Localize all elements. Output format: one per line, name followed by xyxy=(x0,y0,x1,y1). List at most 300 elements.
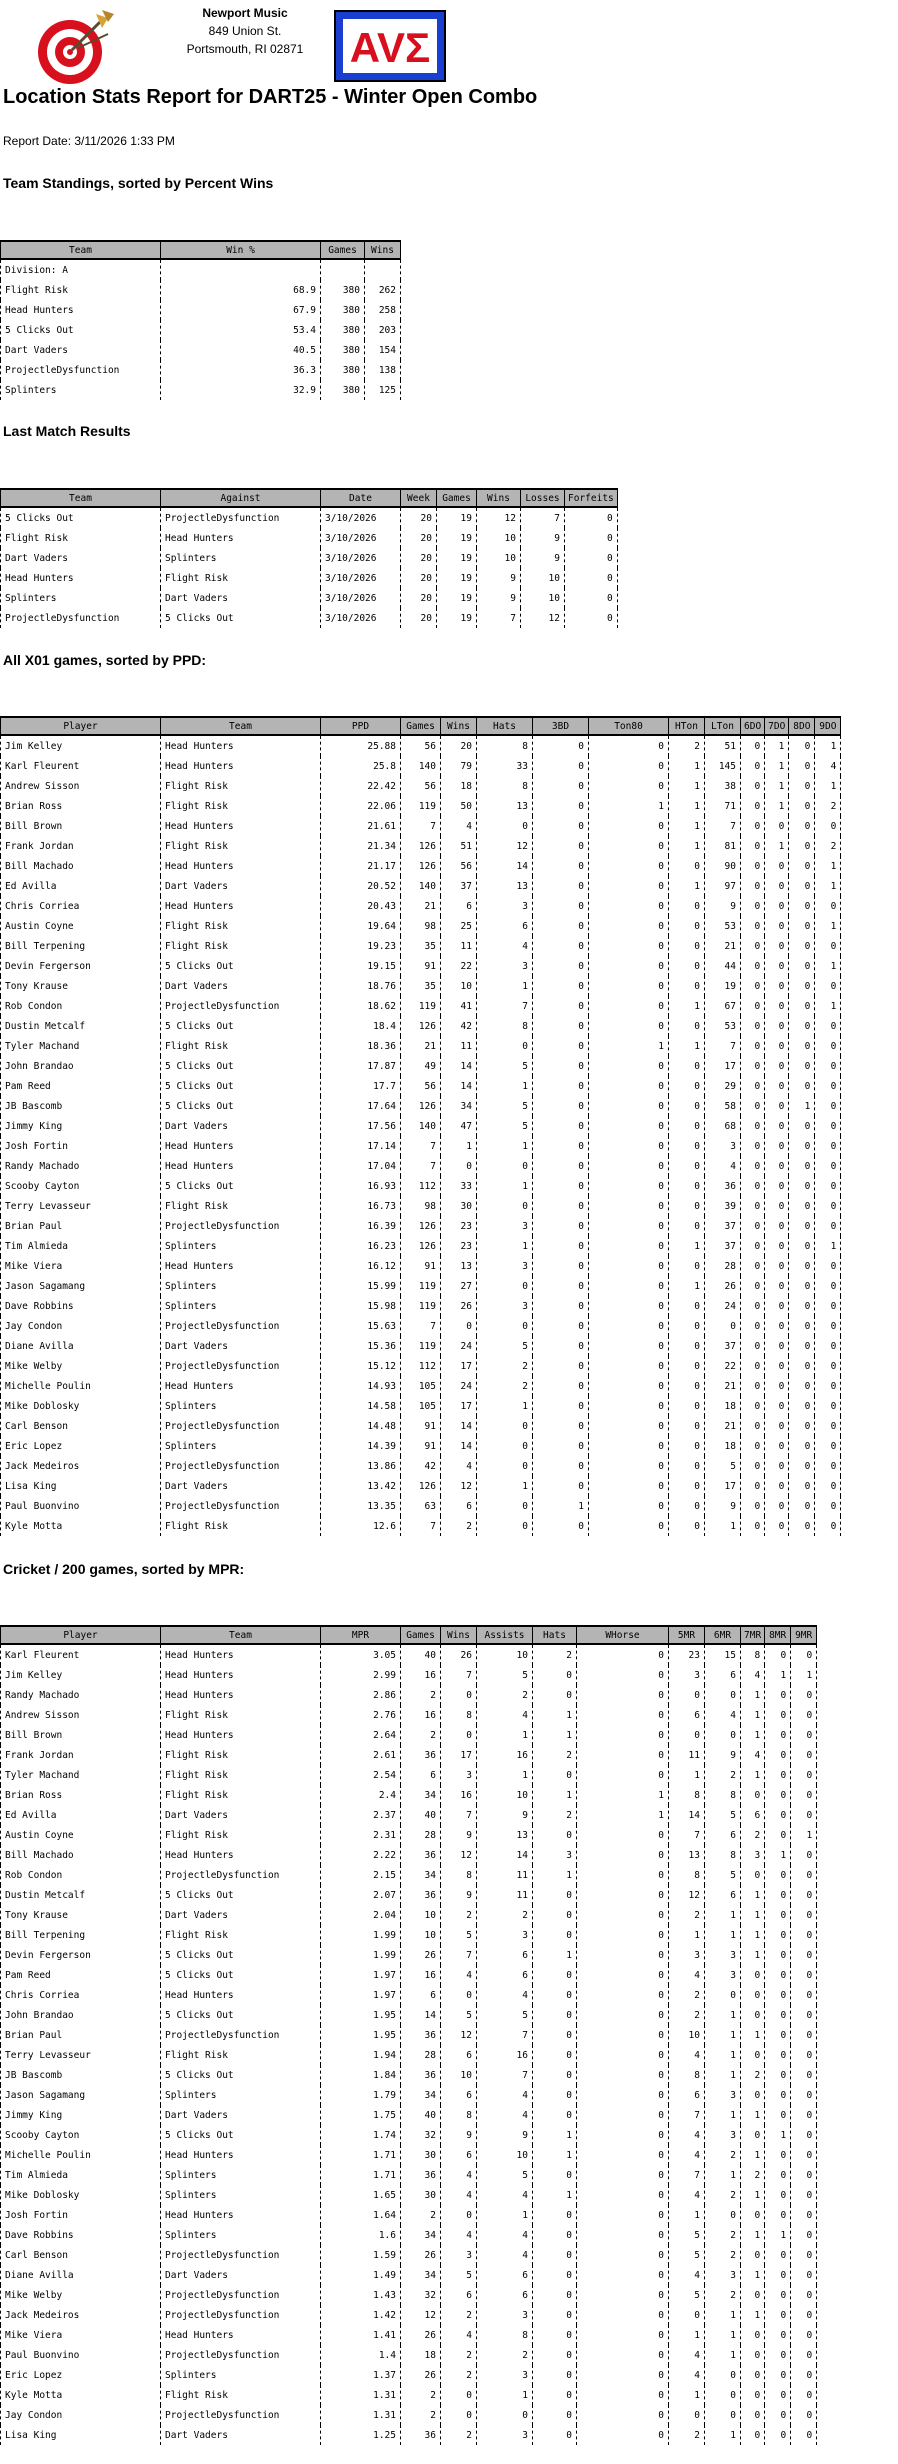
cell-ppd: 18.4 xyxy=(321,1016,401,1036)
cell-team: Head Hunters xyxy=(161,2205,321,2225)
column-header-against: Against xyxy=(161,489,321,507)
cell-wins: 26 xyxy=(441,1296,477,1316)
cell-6mr: 2 xyxy=(705,2245,741,2265)
cell-3bd: 0 xyxy=(533,1156,589,1176)
cell-3bd: 0 xyxy=(533,1056,589,1076)
cell-3bd: 0 xyxy=(533,1356,589,1376)
cell-3bd: 0 xyxy=(533,1316,589,1336)
cell-8do: 0 xyxy=(789,1136,815,1156)
table-row xyxy=(1,2365,817,2385)
cell-wins: 14 xyxy=(441,1056,477,1076)
cell-wins: 23 xyxy=(441,1236,477,1256)
division-blank-cell xyxy=(365,259,401,280)
column-header-win: Win % xyxy=(161,241,321,259)
cell-ton80: 0 xyxy=(589,916,669,936)
cell-9mr: 0 xyxy=(791,2105,817,2125)
cell-player: Jay Condon xyxy=(1,1316,161,1336)
cell-whorse: 0 xyxy=(577,2265,669,2285)
cell-hton: 0 xyxy=(669,1396,705,1416)
cell-9mr: 0 xyxy=(791,2085,817,2105)
cell-mpr: 1.31 xyxy=(321,2385,401,2405)
cell-forfeits: 0 xyxy=(565,507,618,528)
cell-whorse: 0 xyxy=(577,2365,669,2385)
cell-5mr: 1 xyxy=(669,2325,705,2345)
cell-6mr: 2 xyxy=(705,2225,741,2245)
cell-3bd: 0 xyxy=(533,1236,589,1256)
table-row xyxy=(1,1056,841,1076)
cell-player: Bill Terpening xyxy=(1,1925,161,1945)
table-row xyxy=(1,1765,817,1785)
cell-5mr: 2 xyxy=(669,2005,705,2025)
cell-6do: 0 xyxy=(741,1156,765,1176)
cell-whorse: 0 xyxy=(577,2325,669,2345)
cell-9mr: 0 xyxy=(791,2285,817,2305)
cell-player: Frank Jordan xyxy=(1,1745,161,1765)
cell-8do: 0 xyxy=(789,1296,815,1316)
column-header-wins: Wins xyxy=(441,717,477,735)
cell-lton: 5 xyxy=(705,1456,741,1476)
cell-team: Splinters xyxy=(161,1436,321,1456)
cell-9do: 0 xyxy=(815,1496,841,1516)
table-row xyxy=(1,796,841,816)
table-row xyxy=(1,2105,817,2125)
cell-lton: 37 xyxy=(705,1216,741,1236)
cell-games: 28 xyxy=(401,2045,441,2065)
cell-ppd: 13.86 xyxy=(321,1456,401,1476)
cell-3bd: 0 xyxy=(533,1296,589,1316)
cell-team: 5 Clicks Out xyxy=(161,2065,321,2085)
table-row xyxy=(1,1416,841,1436)
cell-player: Mike Viera xyxy=(1,2325,161,2345)
column-header-player: Player xyxy=(1,717,161,735)
cell-player: Andrew Sisson xyxy=(1,1705,161,1725)
division-blank-cell xyxy=(321,259,365,280)
cell-3bd: 0 xyxy=(533,836,589,856)
cell-date: 3/10/2026 xyxy=(321,568,401,588)
cell-3bd: 0 xyxy=(533,1016,589,1036)
cell-ppd: 14.58 xyxy=(321,1396,401,1416)
column-header-lton: LTon xyxy=(705,717,741,735)
cell-9do: 0 xyxy=(815,1016,841,1036)
cell-player: Paul Buonvino xyxy=(1,1496,161,1516)
cell-team: ProjectleDysfunction xyxy=(161,2025,321,2045)
cell-ppd: 16.12 xyxy=(321,1256,401,1276)
cell-player: Josh Fortin xyxy=(1,2205,161,2225)
cell-9do: 0 xyxy=(815,1096,841,1116)
cell-games: 34 xyxy=(401,2265,441,2285)
cell-mpr: 1.97 xyxy=(321,1965,401,1985)
cell-player: Tony Krause xyxy=(1,1905,161,1925)
cell-games: 26 xyxy=(401,2245,441,2265)
cell-games: 10 xyxy=(401,1925,441,1945)
cell-7mr: 1 xyxy=(741,1685,765,1705)
cell-5mr: 4 xyxy=(669,2045,705,2065)
cell-player: John Brandao xyxy=(1,2005,161,2025)
cell-7mr: 1 xyxy=(741,2185,765,2205)
cell-games: 2 xyxy=(401,2205,441,2225)
cell-8mr: 0 xyxy=(765,1805,791,1825)
cell-6do: 0 xyxy=(741,956,765,976)
cell-team: Splinters xyxy=(161,2165,321,2185)
table-row xyxy=(1,1176,841,1196)
cell-mpr: 2.61 xyxy=(321,1745,401,1765)
cell-3bd: 0 xyxy=(533,756,589,776)
cell-ppd: 14.93 xyxy=(321,1376,401,1396)
cell-player: Diane Avilla xyxy=(1,1336,161,1356)
cell-mpr: 2.04 xyxy=(321,1905,401,1925)
cell-mpr: 1.94 xyxy=(321,2045,401,2065)
cell-ton80: 0 xyxy=(589,756,669,776)
table-row xyxy=(1,1665,817,1685)
table-row xyxy=(1,1785,817,1805)
cell-3bd: 0 xyxy=(533,1076,589,1096)
cell-wins: 9 xyxy=(441,1885,477,1905)
venue-address-line1: 849 Union St. xyxy=(208,24,282,38)
cell-3bd: 0 xyxy=(533,776,589,796)
cell-hats: 1 xyxy=(533,1705,577,1725)
cell-9mr: 0 xyxy=(791,1644,817,1665)
cell-5mr: 11 xyxy=(669,1745,705,1765)
cell-assists: 5 xyxy=(477,1665,533,1685)
cell-8do: 0 xyxy=(789,1456,815,1476)
cell-9do: 0 xyxy=(815,1316,841,1336)
cell-3bd: 0 xyxy=(533,1476,589,1496)
cell-mpr: 1.65 xyxy=(321,2185,401,2205)
cell-hton: 0 xyxy=(669,1436,705,1456)
cell-player: Karl Fleurent xyxy=(1,1644,161,1665)
cell-5mr: 1 xyxy=(669,2205,705,2225)
cell-6mr: 8 xyxy=(705,1845,741,1865)
table-row xyxy=(1,2385,817,2405)
cell-lton: 68 xyxy=(705,1116,741,1136)
cell-hats: 3 xyxy=(533,1845,577,1865)
cell-wins: 6 xyxy=(441,896,477,916)
cell-ton80: 0 xyxy=(589,1376,669,1396)
cell-team: Head Hunters xyxy=(161,1256,321,1276)
table-row xyxy=(1,1396,841,1416)
cell-6do: 0 xyxy=(741,1456,765,1476)
cell-wins: 10 xyxy=(441,2065,477,2085)
cell-player: Brian Paul xyxy=(1,1216,161,1236)
cell-9mr: 0 xyxy=(791,1785,817,1805)
cell-games: 6 xyxy=(401,1985,441,2005)
cell-3bd: 0 xyxy=(533,1116,589,1136)
table-row xyxy=(1,996,841,1016)
cell-ppd: 12.6 xyxy=(321,1516,401,1536)
cell-player: Dave Robbins xyxy=(1,2225,161,2245)
table-row xyxy=(1,2285,817,2305)
cell-ppd: 16.73 xyxy=(321,1196,401,1216)
cell-wins: 20 xyxy=(441,735,477,756)
cell-games: 7 xyxy=(401,1316,441,1336)
cell-date: 3/10/2026 xyxy=(321,528,401,548)
cell-7mr: 2 xyxy=(741,2165,765,2185)
cell-ton80: 0 xyxy=(589,1096,669,1116)
cell-6do: 0 xyxy=(741,836,765,856)
cell-team: Head Hunters xyxy=(161,1845,321,1865)
cell-9mr: 0 xyxy=(791,2305,817,2325)
cell-whorse: 0 xyxy=(577,2165,669,2185)
table-row xyxy=(1,2085,817,2105)
cell-9do: 0 xyxy=(815,1156,841,1176)
table-row xyxy=(1,936,841,956)
cell-8do: 0 xyxy=(789,1076,815,1096)
cell-3bd: 0 xyxy=(533,1276,589,1296)
table-row xyxy=(1,1356,841,1376)
cell-games: 91 xyxy=(401,1436,441,1456)
venue-info xyxy=(150,4,340,58)
cell-player: Karl Fleurent xyxy=(1,756,161,776)
cell-hats: 0 xyxy=(477,1196,533,1216)
cell-hats: 5 xyxy=(477,1056,533,1076)
cell-9mr: 1 xyxy=(791,1825,817,1845)
cell-player: Randy Machado xyxy=(1,1685,161,1705)
cell-losses: 10 xyxy=(521,568,565,588)
cell-mpr: 2.22 xyxy=(321,1845,401,1865)
cell-wins: 6 xyxy=(441,2045,477,2065)
cell-hats: 0 xyxy=(477,1456,533,1476)
cell-mpr: 1.25 xyxy=(321,2425,401,2445)
cell-9mr: 0 xyxy=(791,2405,817,2425)
cell-wins: 0 xyxy=(441,1156,477,1176)
cell-ppd: 19.15 xyxy=(321,956,401,976)
cell-3bd: 0 xyxy=(533,1136,589,1156)
cell-whorse: 0 xyxy=(577,2025,669,2045)
cell-hats: 0 xyxy=(533,2205,577,2225)
cell-ton80: 0 xyxy=(589,816,669,836)
cell-6do: 0 xyxy=(741,936,765,956)
cell-7do: 0 xyxy=(765,896,789,916)
cell-games: 32 xyxy=(401,2125,441,2145)
cell-7do: 0 xyxy=(765,1216,789,1236)
cell-team: ProjectleDysfunction xyxy=(1,360,161,380)
cell-5mr: 5 xyxy=(669,2245,705,2265)
cell-team: Head Hunters xyxy=(161,1644,321,1665)
cell-wins: 7 xyxy=(441,1945,477,1965)
cell-team: Splinters xyxy=(161,1296,321,1316)
cell-5mr: 7 xyxy=(669,2165,705,2185)
cell-mpr: 1.6 xyxy=(321,2225,401,2245)
cell-games: 119 xyxy=(401,1296,441,1316)
cell-team: Head Hunters xyxy=(161,1725,321,1745)
cell-9do: 0 xyxy=(815,936,841,956)
cell-3bd: 0 xyxy=(533,796,589,816)
cell-hats: 5 xyxy=(477,1336,533,1356)
cell-assists: 1 xyxy=(477,2205,533,2225)
cell-team: Splinters xyxy=(161,1276,321,1296)
cell-team: 5 Clicks Out xyxy=(161,1945,321,1965)
cell-3bd: 0 xyxy=(533,816,589,836)
table-row xyxy=(1,2205,817,2225)
cell-games: 26 xyxy=(401,2325,441,2345)
cell-player: Mike Doblosky xyxy=(1,1396,161,1416)
cell-hton: 0 xyxy=(669,1196,705,1216)
cell-ton80: 0 xyxy=(589,1076,669,1096)
cell-player: Jim Kelley xyxy=(1,1665,161,1685)
cell-7do: 0 xyxy=(765,1296,789,1316)
cell-lton: 22 xyxy=(705,1356,741,1376)
cell-games: 56 xyxy=(401,776,441,796)
cell-wins: 6 xyxy=(441,2085,477,2105)
cell-ton80: 0 xyxy=(589,876,669,896)
last-match-heading: Last Match Results xyxy=(3,423,131,439)
cell-hats: 1 xyxy=(477,976,533,996)
cell-player: Chris Corriea xyxy=(1,1985,161,2005)
cell-wins: 258 xyxy=(365,300,401,320)
cell-wins: 2 xyxy=(441,2305,477,2325)
cell-6mr: 3 xyxy=(705,2085,741,2105)
cell-7mr: 0 xyxy=(741,2045,765,2065)
cell-hats: 0 xyxy=(533,2225,577,2245)
cell-games: 21 xyxy=(401,896,441,916)
column-header-hats: Hats xyxy=(533,1626,577,1644)
cell-6do: 0 xyxy=(741,1296,765,1316)
cell-games: 380 xyxy=(321,380,365,400)
cell-5mr: 5 xyxy=(669,2225,705,2245)
cell-hton: 1 xyxy=(669,776,705,796)
cell-wins: 0 xyxy=(441,2385,477,2405)
cell-wins: 0 xyxy=(441,1685,477,1705)
cell-6do: 0 xyxy=(741,1276,765,1296)
cell-6mr: 1 xyxy=(705,2305,741,2325)
cell-8do: 0 xyxy=(789,916,815,936)
cell-wins: 2 xyxy=(441,1905,477,1925)
cell-wins: 4 xyxy=(441,816,477,836)
column-header-8do: 8DO xyxy=(789,717,815,735)
cell-hton: 1 xyxy=(669,796,705,816)
cell-6mr: 3 xyxy=(705,2125,741,2145)
cell-wins: 0 xyxy=(441,1725,477,1745)
cell-8do: 0 xyxy=(789,816,815,836)
cell-assists: 3 xyxy=(477,1925,533,1945)
cell-hton: 0 xyxy=(669,1416,705,1436)
cell-team: Head Hunters xyxy=(161,1156,321,1176)
cell-mpr: 1.59 xyxy=(321,2245,401,2265)
cell-player: Bill Machado xyxy=(1,1845,161,1865)
cell-6mr: 1 xyxy=(705,2345,741,2365)
cell-team: Dart Vaders xyxy=(161,1336,321,1356)
cell-7do: 0 xyxy=(765,1236,789,1256)
cell-8mr: 0 xyxy=(765,1925,791,1945)
cell-team: Flight Risk xyxy=(161,916,321,936)
cell-7mr: 1 xyxy=(741,1705,765,1725)
cell-9mr: 1 xyxy=(791,1665,817,1685)
cell-hats: 1 xyxy=(533,1785,577,1805)
cell-8mr: 0 xyxy=(765,2345,791,2365)
cell-hats: 0 xyxy=(533,2405,577,2425)
cell-7mr: 0 xyxy=(741,2125,765,2145)
cell-hton: 0 xyxy=(669,1376,705,1396)
cell-team: Flight Risk xyxy=(161,1516,321,1536)
cell-9mr: 0 xyxy=(791,2345,817,2365)
cell-lton: 71 xyxy=(705,796,741,816)
column-header-hton: HTon xyxy=(669,717,705,735)
cell-wins: 42 xyxy=(441,1016,477,1036)
cell-wins: 51 xyxy=(441,836,477,856)
cell-7do: 0 xyxy=(765,1416,789,1436)
cell-8do: 0 xyxy=(789,1116,815,1136)
cell-6do: 0 xyxy=(741,735,765,756)
cell-hats: 0 xyxy=(533,1885,577,1905)
cell-games: 140 xyxy=(401,1116,441,1136)
cell-date: 3/10/2026 xyxy=(321,507,401,528)
cell-whorse: 0 xyxy=(577,1905,669,1925)
cell-player: Tyler Machand xyxy=(1,1036,161,1056)
cell-date: 3/10/2026 xyxy=(321,548,401,568)
cell-7do: 0 xyxy=(765,1016,789,1036)
column-header-9do: 9DO xyxy=(815,717,841,735)
cell-whorse: 0 xyxy=(577,2185,669,2205)
cell-9mr: 0 xyxy=(791,2365,817,2385)
cell-hats: 0 xyxy=(477,1156,533,1176)
cell-whorse: 0 xyxy=(577,2125,669,2145)
cell-8do: 0 xyxy=(789,976,815,996)
cell-ppd: 16.39 xyxy=(321,1216,401,1236)
cell-against: 5 Clicks Out xyxy=(161,608,321,628)
cell-7do: 0 xyxy=(765,1116,789,1136)
cell-team: Head Hunters xyxy=(161,1136,321,1156)
cell-whorse: 0 xyxy=(577,2045,669,2065)
cell-6do: 0 xyxy=(741,1176,765,1196)
cell-8mr: 0 xyxy=(765,2045,791,2065)
cell-assists: 5 xyxy=(477,2005,533,2025)
table-row xyxy=(1,2305,817,2325)
cell-wins: 12 xyxy=(477,507,521,528)
cell-hats: 0 xyxy=(477,1416,533,1436)
cell-3bd: 0 xyxy=(533,996,589,1016)
cell-8mr: 0 xyxy=(765,1765,791,1785)
cell-games: 91 xyxy=(401,956,441,976)
cell-wins: 2 xyxy=(441,2425,477,2445)
cell-5mr: 2 xyxy=(669,1985,705,2005)
cell-5mr: 3 xyxy=(669,1945,705,1965)
cell-ppd: 20.52 xyxy=(321,876,401,896)
cell-6do: 0 xyxy=(741,856,765,876)
cell-8mr: 0 xyxy=(765,2185,791,2205)
cell-team: Flight Risk xyxy=(161,1765,321,1785)
cell-3bd: 0 xyxy=(533,1416,589,1436)
cell-hton: 0 xyxy=(669,856,705,876)
standings-heading: Team Standings, sorted by Percent Wins xyxy=(3,175,274,191)
cell-wins: 5 xyxy=(441,1925,477,1945)
cell-wins: 17 xyxy=(441,1745,477,1765)
cell-win: 36.3 xyxy=(161,360,321,380)
cell-hton: 0 xyxy=(669,896,705,916)
cell-5mr: 8 xyxy=(669,2065,705,2085)
cell-ppd: 13.35 xyxy=(321,1496,401,1516)
cell-6mr: 2 xyxy=(705,2185,741,2205)
cell-ton80: 0 xyxy=(589,1456,669,1476)
cell-7do: 0 xyxy=(765,1356,789,1376)
table-row xyxy=(1,1705,817,1725)
cell-9do: 0 xyxy=(815,896,841,916)
cell-9mr: 0 xyxy=(791,1705,817,1725)
cell-7do: 1 xyxy=(765,776,789,796)
cell-wins: 27 xyxy=(441,1276,477,1296)
cell-lton: 37 xyxy=(705,1336,741,1356)
cell-mpr: 1.95 xyxy=(321,2025,401,2045)
cell-whorse: 0 xyxy=(577,1665,669,1685)
cell-hats: 0 xyxy=(533,2245,577,2265)
cell-lton: 37 xyxy=(705,1236,741,1256)
cell-ppd: 15.99 xyxy=(321,1276,401,1296)
cell-team: ProjectleDysfunction xyxy=(161,2305,321,2325)
table-row xyxy=(1,1745,817,1765)
cell-7mr: 0 xyxy=(741,2285,765,2305)
cell-6do: 0 xyxy=(741,1196,765,1216)
cell-7mr: 1 xyxy=(741,1765,765,1785)
cell-team: Dart Vaders xyxy=(161,2265,321,2285)
